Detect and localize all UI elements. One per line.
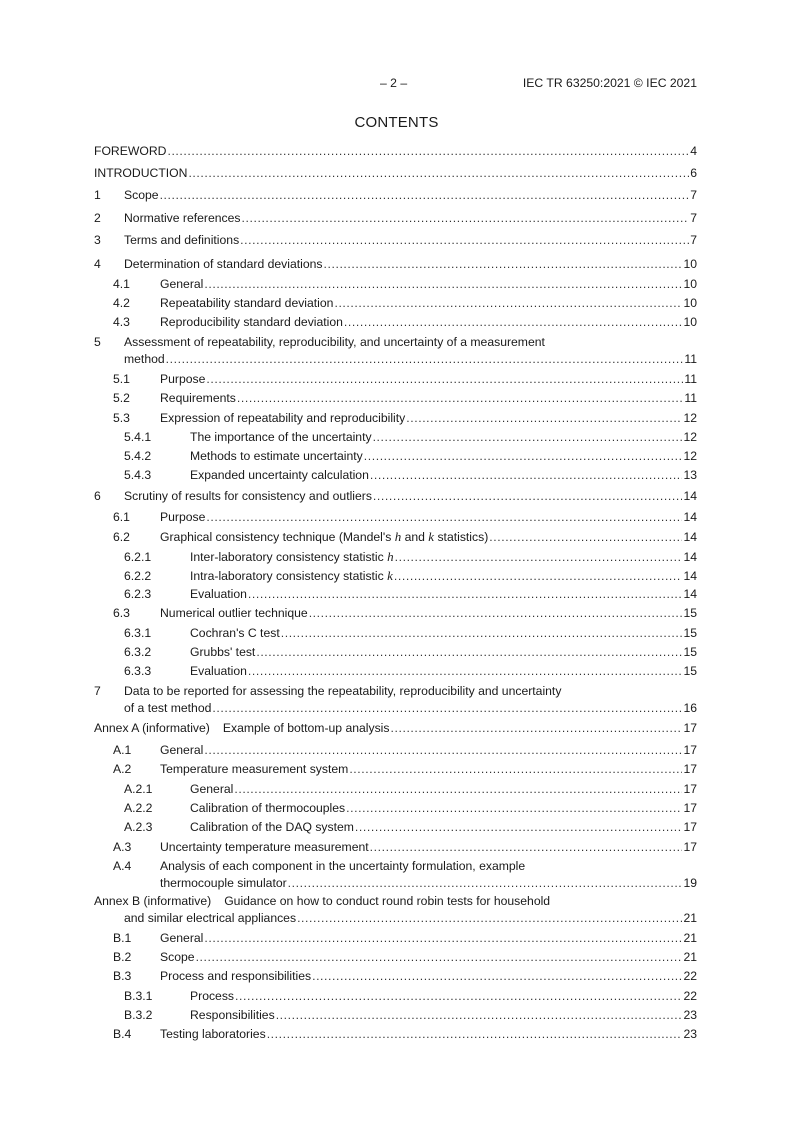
- toc-entry-title: Evaluation: [190, 587, 247, 601]
- toc-entry-title: Example of bottom-up analysis: [222, 721, 390, 735]
- page-number: – 2 –: [380, 76, 408, 90]
- toc-entry-page-number: 6: [690, 166, 697, 180]
- toc-entry-title: Scope: [160, 950, 195, 964]
- toc-entry[interactable]: [94, 391, 697, 406]
- toc-entry[interactable]: [94, 762, 697, 777]
- toc-entry-row: [124, 820, 697, 835]
- dot-leader: [160, 188, 690, 203]
- toc-entry-page-number: 21: [683, 950, 697, 964]
- toc-entry-number: 4: [94, 257, 101, 271]
- toc-entry-number: B.4: [113, 1027, 132, 1041]
- toc-entry-title: method: [124, 352, 165, 366]
- toc-entry-title: [160, 529, 488, 545]
- dot-leader: [237, 391, 683, 406]
- toc-entry[interactable]: [94, 950, 697, 965]
- document-reference: IEC TR 63250:2021 © IEC 2021: [522, 76, 697, 90]
- toc-entry-page-number: 12: [683, 411, 697, 425]
- toc-entry[interactable]: [94, 606, 697, 621]
- dot-leader: [395, 550, 683, 565]
- toc-entry-page-number: 12: [683, 430, 697, 444]
- toc-entry-page-number: 17: [683, 801, 697, 815]
- dot-leader: [166, 352, 684, 367]
- page-title: CONTENTS: [354, 114, 439, 131]
- dot-leader: [373, 489, 683, 504]
- dot-leader: [394, 569, 683, 584]
- dot-leader: [406, 411, 682, 426]
- toc-entry[interactable]: [94, 743, 697, 758]
- toc-entry-page-number: 19: [683, 876, 697, 890]
- toc-entry[interactable]: [94, 372, 697, 387]
- toc-entry-number: 6.2.1: [124, 550, 152, 564]
- dot-leader: [248, 664, 683, 679]
- toc-entry[interactable]: [94, 529, 697, 545]
- toc-entry-number: 4.2: [113, 296, 130, 310]
- toc-entry-title: Temperature measurement system: [160, 762, 349, 776]
- toc-entry-number: 6.2.3: [124, 587, 152, 601]
- dot-leader: [489, 530, 682, 545]
- dot-leader: [334, 296, 682, 311]
- toc-entry-page-number: 13: [683, 468, 697, 482]
- toc-entry-number: Annex B (informative): [94, 894, 212, 908]
- toc-entry-title: Grubbs' test: [190, 645, 256, 659]
- toc-entry-number: 1: [94, 188, 101, 202]
- toc-entry-number: 6: [94, 489, 101, 503]
- toc-entry-title: [190, 549, 394, 565]
- toc-entry-title: Calibration of thermocouples: [190, 801, 346, 815]
- toc-entry-page-number: 14: [683, 550, 697, 564]
- toc-entry-title: Methods to estimate uncertainty: [190, 449, 363, 463]
- toc-entry-number: 3: [94, 233, 101, 247]
- toc-entry-number: B.1: [113, 931, 132, 945]
- dot-leader: [373, 430, 683, 445]
- toc-entry-number: B.3: [113, 969, 132, 983]
- dot-leader: [364, 449, 683, 464]
- toc-entry-number: B.2: [113, 950, 132, 964]
- toc-entry-first-line: [94, 335, 697, 350]
- toc-entry-page-number: 7: [690, 233, 697, 247]
- toc-entry[interactable]: [94, 430, 697, 445]
- dot-leader: [297, 911, 682, 926]
- math-variable: k: [428, 529, 435, 544]
- toc-entry-row: [113, 606, 697, 621]
- toc-entry-page-number: 16: [683, 701, 697, 715]
- toc-entry-row: [94, 188, 697, 203]
- toc-entry-row: [113, 315, 697, 330]
- toc-entry[interactable]: [94, 684, 697, 716]
- toc-entry[interactable]: [94, 549, 697, 565]
- toc-entry-title: Purpose: [160, 510, 206, 524]
- toc-entry-row: [94, 352, 697, 367]
- toc-entry[interactable]: [94, 931, 697, 946]
- toc-entry[interactable]: [94, 1027, 697, 1042]
- toc-entry-title-line1: Guidance on how to conduct round robin tests for household: [224, 894, 551, 908]
- toc-entry-title: Repeatability standard deviation: [160, 296, 334, 310]
- toc-entry-number: A.2.2: [124, 801, 153, 815]
- toc-entry-title: Responsibilities: [190, 1008, 275, 1022]
- toc-entry-number: 5.4.1: [124, 430, 152, 444]
- toc-entry[interactable]: [94, 211, 697, 226]
- toc-entry-number: 6.3.1: [124, 626, 152, 640]
- toc-entry-page-number: 4: [690, 144, 697, 158]
- toc-entry-number: A.4: [113, 859, 132, 873]
- dot-leader: [324, 257, 683, 272]
- toc-entry-title: Normative references: [124, 211, 241, 225]
- toc-entry-page-number: 15: [683, 664, 697, 678]
- dot-leader: [288, 876, 683, 891]
- toc-entry-title: Determination of standard deviations: [124, 257, 323, 271]
- dot-leader: [256, 645, 682, 660]
- toc-entry-title: INTRODUCTION: [94, 166, 188, 180]
- toc-entry-row: [113, 411, 697, 426]
- toc-entry-title: Numerical outlier technique: [160, 606, 308, 620]
- toc-entry-row: [113, 876, 697, 891]
- toc-entry-number: A.1: [113, 743, 132, 757]
- toc-entry-number: 5.1: [113, 372, 130, 386]
- dot-leader: [344, 315, 683, 330]
- toc-entry-page-number: 17: [683, 840, 697, 854]
- toc-entry-row: [94, 233, 697, 248]
- toc-entry-row: [124, 664, 697, 679]
- toc-entry-number: Annex A (informative): [94, 721, 210, 735]
- toc-entry-title: Expanded uncertainty calculation: [190, 468, 369, 482]
- toc-entry-first-line: [113, 859, 697, 874]
- toc-entry-page-number: 11: [684, 391, 697, 405]
- toc-entry-row: [94, 166, 697, 181]
- toc-entry-row: [124, 801, 697, 816]
- dot-leader: [240, 233, 689, 248]
- toc-entry-title: The importance of the uncertainty: [190, 430, 372, 444]
- toc-entry-row: [124, 1008, 697, 1023]
- toc-entry-row: [113, 762, 697, 777]
- toc-entry-row: [94, 911, 697, 926]
- toc-entry-number: A.2.1: [124, 782, 153, 796]
- toc-entry-row: [124, 645, 697, 660]
- dot-leader: [248, 587, 683, 602]
- toc-entry-page-number: 10: [683, 277, 697, 291]
- toc-entry-page-number: 12: [683, 449, 697, 463]
- toc-entry[interactable]: [94, 969, 697, 984]
- toc-entry-page-number: 15: [683, 645, 697, 659]
- toc-entry-row: [113, 296, 697, 311]
- dot-leader: [206, 510, 682, 525]
- dot-leader: [196, 950, 683, 965]
- toc-entry-page-number: 22: [683, 989, 697, 1003]
- toc-entry-row: [113, 391, 697, 406]
- toc-entry-number: 4.3: [113, 315, 130, 329]
- toc-entry-number: 5.3: [113, 411, 130, 425]
- toc-entry-title: Process: [190, 989, 235, 1003]
- toc-entry-row: [124, 449, 697, 464]
- toc-entry-number: 6.3: [113, 606, 130, 620]
- dot-leader: [370, 840, 683, 855]
- page-header: [0, 76, 793, 92]
- toc-entry-number: 6.3.2: [124, 645, 152, 659]
- toc-entry[interactable]: [94, 411, 697, 426]
- toc-entry[interactable]: [94, 894, 697, 926]
- toc-entry-title: Scrutiny of results for consistency and outliers: [124, 489, 372, 503]
- toc-entry-page-number: 10: [683, 296, 697, 310]
- toc-entry-page-number: 23: [683, 1027, 697, 1041]
- toc-entry-page-number: 7: [690, 211, 697, 225]
- dot-leader: [167, 144, 689, 159]
- toc-entry-title: Process and responsibilities: [160, 969, 312, 983]
- toc-entry-row: [113, 277, 697, 292]
- toc-entry-title: of a test method: [124, 701, 212, 715]
- toc-entry[interactable]: [94, 144, 697, 159]
- toc-entry[interactable]: [94, 335, 697, 367]
- toc-entry-title: FOREWORD: [94, 144, 167, 158]
- toc-entry-page-number: 11: [684, 372, 697, 386]
- toc-entry-title-line1: Assessment of repeatability, reproducibility, and uncertainty of a measurement: [124, 335, 545, 349]
- toc-entry-number: 7: [94, 684, 101, 698]
- dot-leader: [370, 468, 683, 483]
- dot-leader: [267, 1027, 683, 1042]
- toc-entry-number: 6.1: [113, 510, 130, 524]
- dot-leader: [204, 277, 682, 292]
- toc-entry-first-line: [94, 894, 697, 909]
- toc-entry-title: Testing laboratories: [160, 1027, 266, 1041]
- toc-entry-row: [124, 549, 697, 565]
- toc-entry-row: [124, 782, 697, 797]
- toc-entry-row: [94, 144, 697, 159]
- toc-entry-title: thermocouple simulator: [160, 876, 287, 890]
- toc-entry-number: 5.4.2: [124, 449, 152, 463]
- dot-leader: [242, 211, 690, 226]
- toc-entry-row: [113, 950, 697, 965]
- toc-entry-page-number: 17: [683, 820, 697, 834]
- toc-entry-title: Scope: [124, 188, 159, 202]
- toc-entry-title: General: [160, 931, 204, 945]
- title-text: Inter-laboratory consistency statistic: [190, 550, 388, 564]
- toc-entry-row: [113, 931, 697, 946]
- toc-entry-title: and similar electrical appliances: [124, 911, 297, 925]
- toc-entry-row: [124, 430, 697, 445]
- toc-entry-row: [113, 529, 697, 545]
- toc-entry-number: B.3.2: [124, 1008, 153, 1022]
- toc-entry-row: [124, 587, 697, 602]
- math-variable: h: [394, 529, 402, 544]
- toc-entry-page-number: 10: [683, 257, 697, 271]
- toc-entry-number: 4.1: [113, 277, 130, 291]
- toc-entry-page-number: 23: [683, 1008, 697, 1022]
- toc-entry[interactable]: [94, 801, 697, 816]
- toc-entry-page-number: 14: [683, 587, 697, 601]
- toc-entry-page-number: 10: [683, 315, 697, 329]
- toc-entry[interactable]: [94, 277, 697, 292]
- toc-entry-page-number: 11: [684, 352, 697, 366]
- dot-leader: [281, 626, 683, 641]
- toc-entry-number: 5: [94, 335, 101, 349]
- toc-entry[interactable]: [94, 587, 697, 602]
- toc-entry-row: [124, 626, 697, 641]
- toc-entry[interactable]: [94, 721, 697, 736]
- toc-entry[interactable]: [94, 626, 697, 641]
- toc-entry-page-number: 7: [690, 188, 697, 202]
- dot-leader: [188, 166, 689, 181]
- math-variable: k: [387, 568, 393, 583]
- toc-entry-title: Calibration of the DAQ system: [190, 820, 354, 834]
- toc-entry-page-number: 15: [683, 606, 697, 620]
- dot-leader: [212, 701, 682, 716]
- toc-entry[interactable]: [94, 1008, 697, 1023]
- toc-entry[interactable]: [94, 859, 697, 891]
- toc-entry-row: [113, 1027, 697, 1042]
- math-variable: h: [387, 549, 394, 564]
- toc-entry-page-number: 14: [683, 530, 697, 544]
- toc-entry-number: 6.2: [113, 530, 130, 544]
- toc-entry-row: [113, 743, 697, 758]
- toc-entry[interactable]: [94, 315, 697, 330]
- toc-entry-title: Evaluation: [190, 664, 247, 678]
- toc-entry[interactable]: [94, 782, 697, 797]
- toc-entry-row: [113, 372, 697, 387]
- toc-entry-first-line: [94, 684, 697, 699]
- toc-entry-title: Reproducibility standard deviation: [160, 315, 343, 329]
- toc-entry-row: [94, 257, 697, 272]
- toc-entry-row: [94, 489, 697, 504]
- dot-leader: [355, 820, 683, 835]
- toc-entry-title: Cochran's C test: [190, 626, 280, 640]
- toc-entry-page-number: 17: [683, 743, 697, 757]
- toc-entry[interactable]: [94, 296, 697, 311]
- toc-entry-page-number: 17: [683, 721, 697, 735]
- toc-entry-row: [124, 989, 697, 1004]
- toc-entry[interactable]: [94, 510, 697, 525]
- toc-entry-title: General: [160, 743, 204, 757]
- toc-entry-title: General: [160, 277, 204, 291]
- toc-entry-row: [94, 701, 697, 716]
- toc-entry-number: A.2: [113, 762, 132, 776]
- toc-entry-row: [94, 211, 697, 226]
- title-text: and: [401, 530, 429, 544]
- toc-entry-page-number: 14: [683, 510, 697, 524]
- dot-leader: [349, 762, 682, 777]
- toc-entry-page-number: 15: [683, 626, 697, 640]
- toc-entry-title: Expression of repeatability and reproducibility: [160, 411, 406, 425]
- dot-leader: [235, 989, 682, 1004]
- toc-entry-title: Purpose: [160, 372, 206, 386]
- toc-entry[interactable]: [94, 166, 697, 181]
- toc-entry-row: [124, 468, 697, 483]
- dot-leader: [204, 931, 682, 946]
- toc-entry-row: [113, 840, 697, 855]
- toc-entry-title: General: [190, 782, 234, 796]
- toc-entry-number: A.2.3: [124, 820, 153, 834]
- dot-leader: [391, 721, 683, 736]
- toc-entry[interactable]: [94, 989, 697, 1004]
- dot-leader: [346, 801, 682, 816]
- toc-entry-number: A.3: [113, 840, 132, 854]
- toc-entry-row: [94, 721, 697, 736]
- title-text: Graphical consistency technique (Mandel's: [160, 530, 395, 544]
- toc-entry-number: 6.2.2: [124, 569, 152, 583]
- toc-entry[interactable]: [94, 257, 697, 272]
- toc-entry[interactable]: [94, 820, 697, 835]
- toc-entry-page-number: 21: [683, 931, 697, 945]
- title-text: statistics): [434, 530, 489, 544]
- toc-entry-number: 5.4.3: [124, 468, 152, 482]
- toc-entry[interactable]: [94, 489, 697, 504]
- dot-leader: [312, 969, 682, 984]
- dot-leader: [234, 782, 682, 797]
- toc-entry-title: Requirements: [160, 391, 236, 405]
- toc-entry-page-number: 14: [683, 569, 697, 583]
- toc-entry-row: [124, 568, 697, 584]
- toc-entry-title: [190, 568, 393, 584]
- toc-entry-number: 2: [94, 211, 101, 225]
- toc-entry-page-number: 14: [683, 489, 697, 503]
- toc-entry[interactable]: [94, 449, 697, 464]
- toc-entry-number: B.3.1: [124, 989, 153, 1003]
- toc-entry-row: [113, 969, 697, 984]
- toc-entry-title: Terms and definitions: [124, 233, 240, 247]
- toc-entry[interactable]: [94, 233, 697, 248]
- toc-entry[interactable]: [94, 568, 697, 584]
- toc-entry-number: 5.2: [113, 391, 130, 405]
- toc-entry[interactable]: [94, 468, 697, 483]
- toc-entry[interactable]: [94, 840, 697, 855]
- title-text: Intra-laboratory consistency statistic: [190, 569, 388, 583]
- dot-leader: [309, 606, 683, 621]
- dot-leader: [204, 743, 682, 758]
- toc-entry-page-number: 21: [683, 911, 697, 925]
- toc-entry-title-line1: Analysis of each component in the uncertainty formulation, example: [160, 859, 526, 873]
- toc-entry-title: Uncertainty temperature measurement: [160, 840, 369, 854]
- toc-entry[interactable]: [94, 664, 697, 679]
- toc-entry[interactable]: [94, 645, 697, 660]
- dot-leader: [206, 372, 683, 387]
- toc-entry-number: 6.3.3: [124, 664, 152, 678]
- toc-entry-page-number: 22: [683, 969, 697, 983]
- dot-leader: [276, 1008, 683, 1023]
- toc-entry-page-number: 17: [683, 782, 697, 796]
- toc-entry-row: [113, 510, 697, 525]
- toc-entry-title-line1: Data to be reported for assessing the repeatability, reproducibility and uncertainty: [124, 684, 562, 698]
- toc-entry-page-number: 17: [683, 762, 697, 776]
- toc-entry[interactable]: [94, 188, 697, 203]
